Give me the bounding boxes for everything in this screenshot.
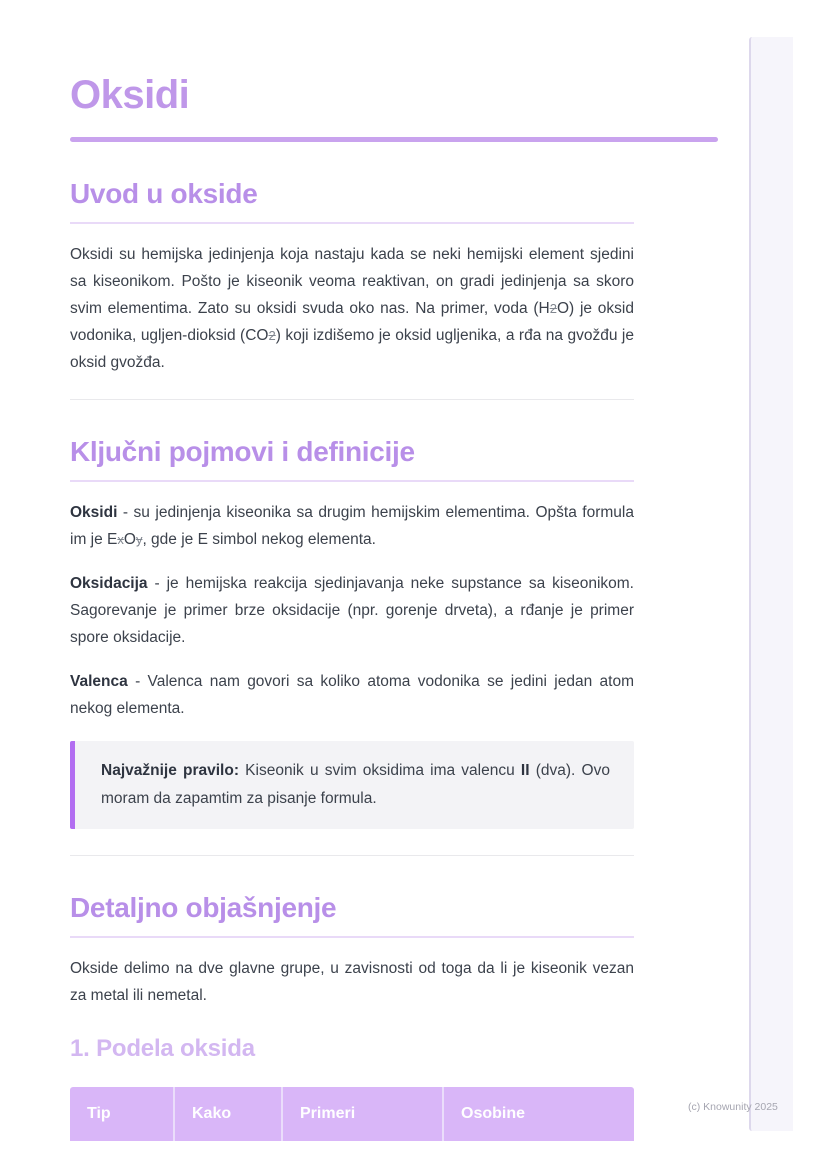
section-detaljno-objasnjenje bbox=[70, 892, 634, 1141]
table-header-cell-tip: Tip bbox=[70, 1087, 175, 1141]
definition-valenca bbox=[70, 668, 634, 722]
divider bbox=[70, 399, 634, 400]
term-label: Valenca bbox=[70, 673, 128, 690]
text-run: Oksidi su hemijska jedinjenja koja nastaju kada se neki hemijski element sjedini sa kiseonikom. Pošto je kiseonik veoma reaktivan, on gradi jedinjenja sa skoro svim elementima. Zato su oksidi svuda oko nas. Na primer, voda (H bbox=[70, 246, 634, 317]
text-run: - su jedinjenja kiseonika sa drugim hemijskim elementima. Opšta formula im je E bbox=[70, 504, 634, 548]
struck-subscript: 2 bbox=[268, 328, 276, 343]
document-content bbox=[70, 0, 634, 1141]
subsection-heading-podela-oksida: 1. Podela oksida bbox=[70, 1035, 255, 1062]
text-run: - Valenca nam govori sa koliko atoma vodonika se jedini jedan atom nekog elementa. bbox=[70, 673, 634, 717]
text-run: (dva). Ovo moram da zapamtim za pisanje formula. bbox=[101, 762, 610, 807]
callout-label: Najvažnije pravilo: bbox=[101, 762, 239, 779]
section-uvod-u-okside bbox=[70, 178, 634, 376]
section-heading-uvod: Uvod u okside bbox=[70, 178, 634, 224]
section-heading-pojmovi: Ključni pojmovi i definicije bbox=[70, 436, 634, 482]
copyright-watermark: (c) Knowunity 2025 bbox=[688, 1101, 778, 1113]
title-rule bbox=[70, 137, 718, 142]
divider bbox=[70, 855, 634, 856]
callout-text bbox=[101, 757, 610, 813]
table-header-cell-osobine: Osobine bbox=[461, 1105, 526, 1122]
text-run: - je hemijska reakcija sjedinjavanja neke supstance sa kiseonikom. Sagorevanje je primer brze oksidacije (npr. gorenje drveta), a rđanje je primer spore oksidacije. bbox=[70, 575, 634, 646]
text-run: ) koji izdišemo je oksid ugljenika, a rđa na gvožđu je oksid gvožđa. bbox=[70, 327, 634, 371]
text-run: O bbox=[123, 531, 136, 548]
page-title: Oksidi bbox=[70, 73, 190, 117]
definition-oksidacija bbox=[70, 570, 634, 651]
text-run: Kiseonik u svim oksidima ima valencu bbox=[238, 762, 521, 779]
intro-paragraph bbox=[70, 241, 634, 376]
table-header-cell-primeri: Primeri bbox=[283, 1087, 444, 1141]
detail-paragraph: Okside delimo na dve glavne grupe, u zavisnosti od toga da li je kiseonik vezan za metal ili nemetal. bbox=[70, 960, 634, 1004]
definition-oksidi bbox=[70, 499, 634, 553]
term-label: Oksidacija bbox=[70, 575, 148, 592]
bold-valence: II bbox=[520, 762, 530, 779]
term-label: Oksidi bbox=[70, 504, 118, 521]
callout-important-rule bbox=[70, 741, 634, 829]
page-edge-strip bbox=[749, 37, 793, 1131]
section-heading-detaljno: Detaljno objašnjenje bbox=[70, 892, 634, 938]
struck-subscript: x bbox=[117, 532, 124, 547]
table-header-row bbox=[70, 1087, 634, 1141]
text-run: O) je oksid vodonika, ugljen-dioksid (CO bbox=[70, 300, 634, 344]
struck-subscript: 2 bbox=[549, 301, 557, 316]
struck-subscript: y bbox=[135, 532, 143, 547]
text-run: , gde je E simbol nekog elementa. bbox=[142, 531, 376, 548]
table-header-cell-kako: Kako bbox=[175, 1087, 283, 1141]
section-kljucni-pojmovi bbox=[70, 436, 634, 829]
